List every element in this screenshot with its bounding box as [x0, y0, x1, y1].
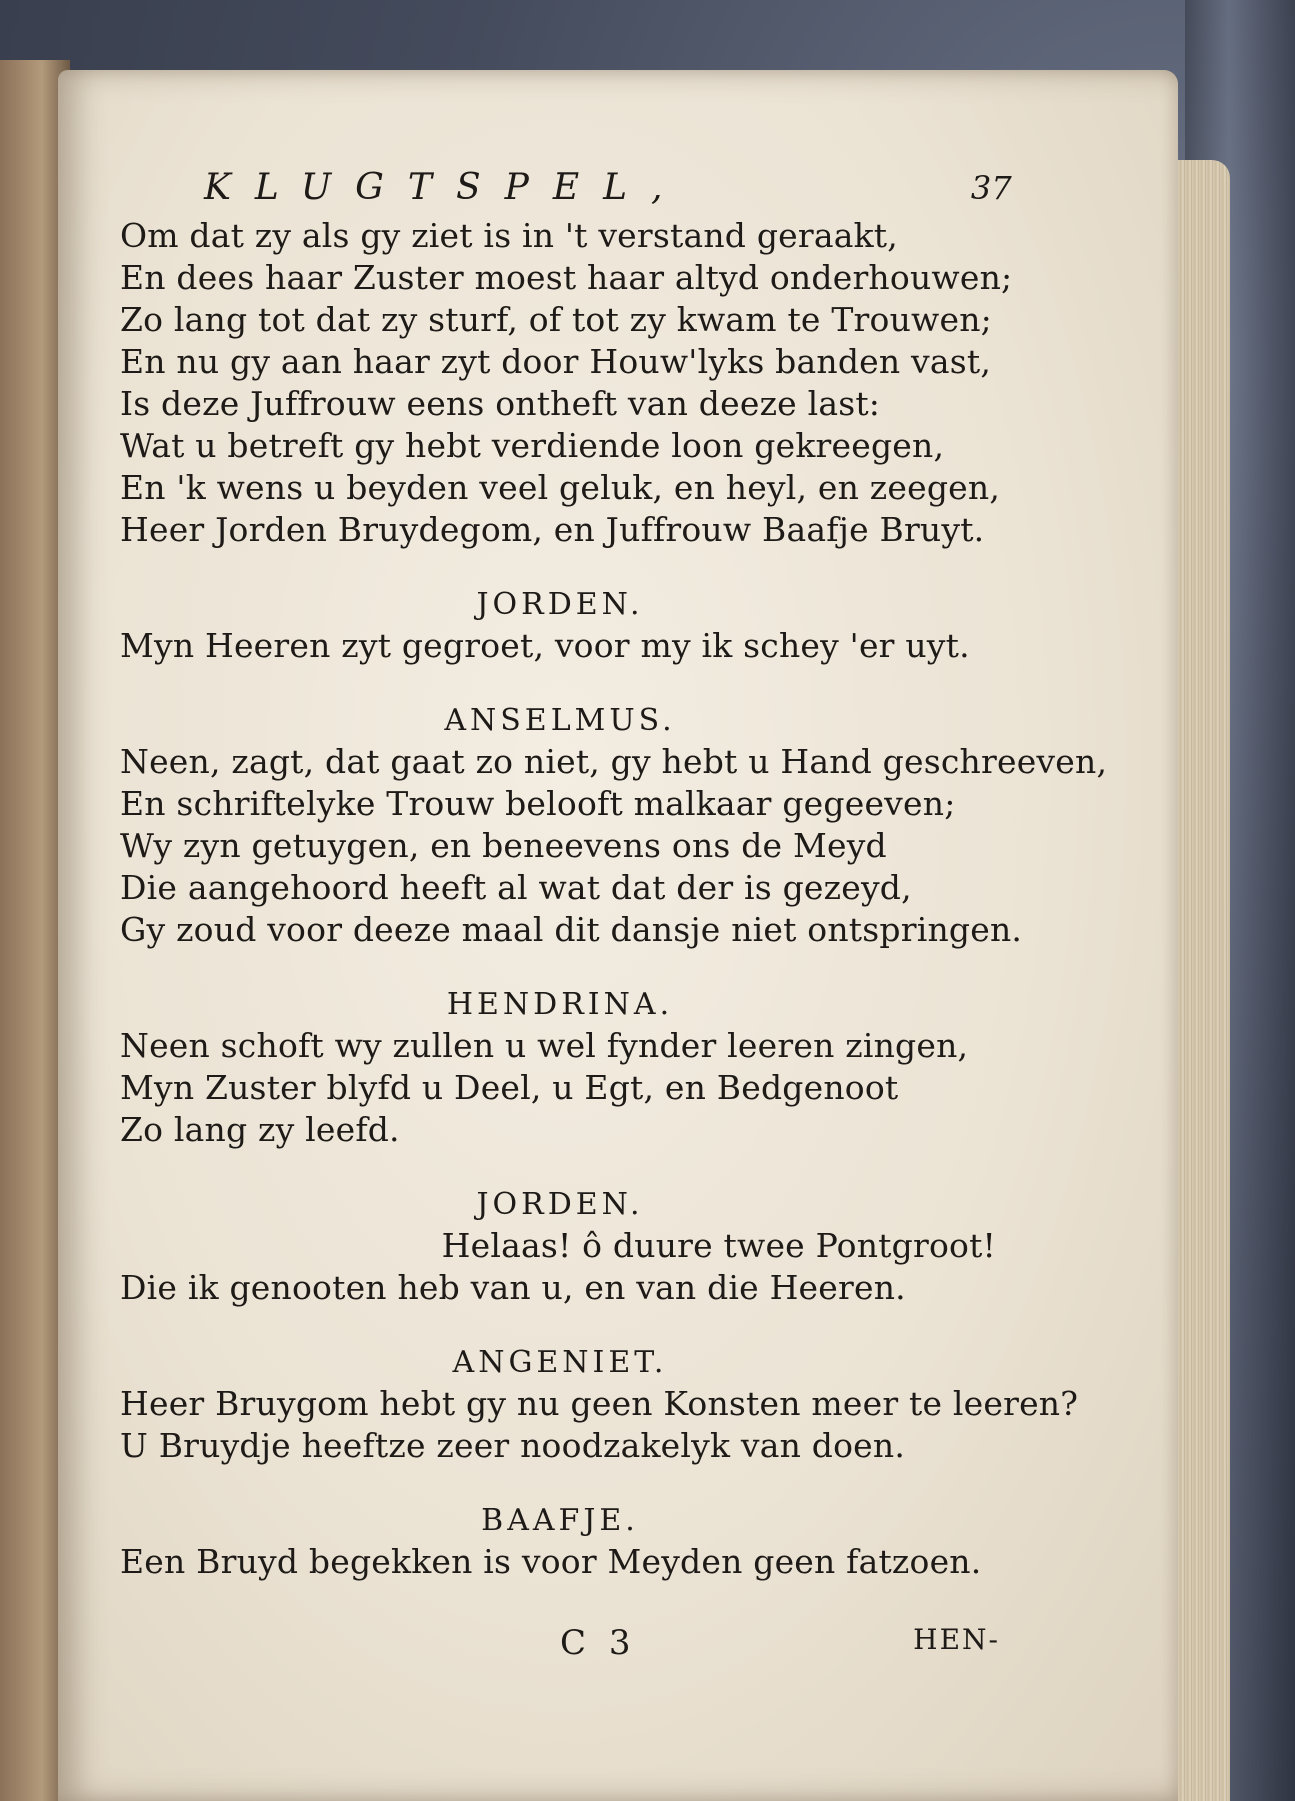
- page-text: [120, 167, 1108, 1673]
- verse-block-3: [120, 701, 1108, 951]
- verse-line: Wat u betreft gy hebt verdiende loon gekreegen,: [120, 426, 945, 465]
- verse-line: Wy zyn getuygen, en beneevens ons de Meyd: [120, 826, 887, 865]
- verse-line: Myn Zuster blyfd u Deel, u Egt, en Bedgenoot: [120, 1068, 899, 1107]
- catchword: HEN-: [913, 1623, 1000, 1656]
- speaker-name: ANSELMUS.: [444, 703, 676, 738]
- verse-line: En dees haar Zuster moest haar altyd onderhouwen;: [120, 258, 1013, 297]
- verse-line: Neen schoft wy zullen u wel fynder leeren zingen,: [120, 1026, 969, 1065]
- verse-line: Heer Bruygom hebt gy nu geen Konsten meer te leeren?: [120, 1384, 1079, 1423]
- signature-mark: C 3: [560, 1623, 637, 1663]
- verse-block-6: [120, 1343, 1079, 1467]
- page-header: [120, 167, 1012, 215]
- verse-line: Die aangehoord heeft al wat dat der is gezeyd,: [120, 868, 912, 907]
- speaker-name: JORDEN.: [476, 1187, 644, 1222]
- verse-line: En 'k wens u beyden veel geluk, en heyl, en zeegen,: [120, 468, 1001, 507]
- speaker-name: JORDEN.: [476, 587, 644, 622]
- verse-line: U Bruydje heeftze zeer noodzakelyk van doen.: [120, 1426, 906, 1465]
- verse-block-7: [120, 1501, 1000, 1583]
- verse-line: En schriftelyke Trouw belooft malkaar gegeeven;: [120, 784, 956, 823]
- speaker-name: ANGENIET.: [452, 1345, 668, 1380]
- verse-line: Om dat zy als gy ziet is in 't verstand geraakt,: [120, 216, 898, 255]
- verse-block-1: [120, 215, 1013, 551]
- verse-line: Zo lang zy leefd.: [120, 1110, 400, 1149]
- verse-block-2: [120, 585, 1000, 667]
- verse-line: Myn Heeren zyt gegroet, voor my ik schey 'er uyt.: [120, 626, 970, 665]
- verse-line: Gy zoud voor deeze maal dit dansje niet ontspringen.: [120, 910, 1023, 949]
- verse-line-indented: Helaas! ô duure twee Pontgroot!: [441, 1226, 996, 1265]
- verse-block-4: [120, 985, 1000, 1151]
- verse-line: Die ik genooten heb van u, en van die Heeren.: [120, 1268, 906, 1307]
- verse-line: Een Bruyd begekken is voor Meyden geen fatzoen.: [120, 1542, 982, 1581]
- speaker-name: HENDRINA.: [446, 987, 674, 1022]
- verse-line: En nu gy aan haar zyt door Houw'lyks banden vast,: [120, 342, 992, 381]
- verse-line: Heer Jorden Bruydegom, en Juffrouw Baafje Bruyt.: [120, 510, 985, 549]
- verse-line: Neen, zagt, dat gaat zo niet, gy hebt u Hand geschreeven,: [120, 742, 1108, 781]
- speaker-name: BAAFJE.: [481, 1503, 639, 1538]
- page-footer: [120, 1613, 1000, 1673]
- verse-line: Zo lang tot dat zy sturf, of tot zy kwam te Trouwen;: [120, 300, 992, 339]
- verse-line: Is deze Juffrouw eens ontheft van deeze last:: [120, 384, 881, 423]
- page-number: 37: [970, 169, 1012, 207]
- verse-block-5: [120, 1185, 1000, 1309]
- running-title: KLUGTSPEL,: [204, 167, 687, 208]
